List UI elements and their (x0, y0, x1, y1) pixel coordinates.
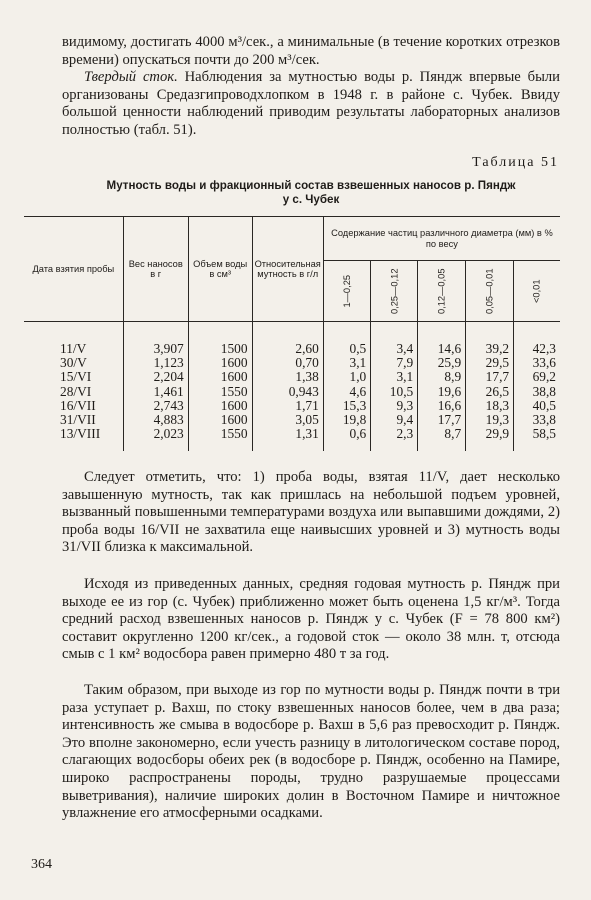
table-cell: 9,4 (371, 413, 418, 427)
table-row (24, 342, 560, 356)
header-fraction-group: Содержание частиц различного диаметра (мм) в % по весу (323, 217, 560, 261)
table-cell (323, 322, 370, 343)
table-cell: 2,743 (123, 399, 188, 413)
table-row (24, 399, 560, 413)
table-cell: 39,2 (466, 342, 514, 356)
table-cell: 18,3 (466, 399, 514, 413)
header-turbidity: Относительная мутность в г/л (252, 217, 323, 322)
table-cell: 42,3 (514, 342, 560, 356)
table-cell: 16/VII (24, 399, 123, 413)
header-fraction-4: 0,05—0,01 (466, 261, 514, 322)
header-date: Дата взятия пробы (24, 217, 123, 322)
table-cell: 33,8 (514, 413, 560, 427)
table-cell: 0,6 (323, 427, 370, 451)
table-cell: 3,1 (371, 370, 418, 384)
table-number: Таблица 51 (472, 155, 559, 170)
table-cell: 9,3 (371, 399, 418, 413)
table-cell: 8,9 (418, 370, 466, 384)
table-cell: 17,7 (418, 413, 466, 427)
table-cell: 1,123 (123, 356, 188, 370)
table-cell: 13/VIII (24, 427, 123, 451)
table-cell: 1550 (188, 427, 252, 451)
table-cell: 16,6 (418, 399, 466, 413)
table-cell: 2,023 (123, 427, 188, 451)
turbidity-table (24, 216, 560, 451)
body-paragraph-2: Исходя из приведенных данных, средняя годовая мутность р. Пяндж при выходе ее из гор (с. Чубек) приближенно может быть оценена 1,5 кг/м³. Тогда средний расход взвешенных наносов р. Пяндж у с. Чубек (F = 78 800 км²) составит округленно 1200 кг/сек., а годовой сток — около 38 млн. т, отсюда смыв с 1 км² водосбора равен примерно 480 т за год. (62, 576, 560, 663)
table-cell: 4,883 (123, 413, 188, 427)
table-cell: 11/V (24, 342, 123, 356)
table-row (24, 413, 560, 427)
table-cell: 7,9 (371, 356, 418, 370)
body-paragraph-1: Следует отметить, что: 1) проба воды, взятая 11/V, дает несколько завышенную мутность, так как пришлась на небольшой подъем уровней, вызванный повышенными температурами воздуха или выпавшими дождями, 2) проба воды 16/VII не захватила еще наивысших уровней и 3) мутность воды 31/VII близка к максимальной. (62, 469, 560, 556)
table-cell: 17,7 (466, 370, 514, 384)
table-cell: 25,9 (418, 356, 466, 370)
table-row (24, 370, 560, 384)
table-cell: 1,38 (252, 370, 323, 384)
table-title-line-1: Мутность воды и фракционный состав взвешенных наносов р. Пяндж (106, 179, 516, 192)
table-cell: 2,3 (371, 427, 418, 451)
table-cell: 3,4 (371, 342, 418, 356)
table-cell (418, 322, 466, 343)
table-cell: 3,907 (123, 342, 188, 356)
table-cell: 8,7 (418, 427, 466, 451)
table-cell (123, 322, 188, 343)
table-cell (466, 322, 514, 343)
table-cell: 15,3 (323, 399, 370, 413)
table-cell: 26,5 (466, 385, 514, 399)
table-row (24, 427, 560, 451)
table-cell: 1600 (188, 370, 252, 384)
table-cell: 2,60 (252, 342, 323, 356)
table-cell: 3,05 (252, 413, 323, 427)
table-cell: 19,6 (418, 385, 466, 399)
header-fraction-5: <0,01 (514, 261, 560, 322)
table-title-line-2: у с. Чубек (282, 193, 340, 206)
table-cell: 29,5 (466, 356, 514, 370)
table-row (24, 385, 560, 399)
table-row (24, 356, 560, 370)
header-fraction-2: 0,25—0,12 (371, 261, 418, 322)
table-cell: 28/VI (24, 385, 123, 399)
table-cell: 4,6 (323, 385, 370, 399)
table-cell: 1,0 (323, 370, 370, 384)
header-weight: Вес наносов в г (123, 217, 188, 322)
table-cell: 1550 (188, 385, 252, 399)
header-fraction-1: 1—0,25 (323, 261, 370, 322)
table-cell: 3,1 (323, 356, 370, 370)
intro-paragraph-end: видимому, достигать 4000 м³/сек., а минимальные (в течение коротких отрезков времени) опускаться почти до 200 м³/сек. (62, 34, 560, 68)
table-cell: 15/VI (24, 370, 123, 384)
table-cell: 0,70 (252, 356, 323, 370)
table-cell: 2,204 (123, 370, 188, 384)
table-cell: 1500 (188, 342, 252, 356)
table-cell: 1600 (188, 356, 252, 370)
table-cell: 1600 (188, 413, 252, 427)
table-cell (514, 322, 560, 343)
section-heading-solid-runoff: Твердый сток. (84, 69, 178, 85)
page-number: 364 (31, 857, 52, 872)
table-cell: 30/V (24, 356, 123, 370)
table-cell: 19,8 (323, 413, 370, 427)
table-cell (24, 322, 123, 343)
table-cell: 1600 (188, 399, 252, 413)
header-fraction-3: 0,12—0,05 (418, 261, 466, 322)
table-cell (252, 322, 323, 343)
table-cell: 19,3 (466, 413, 514, 427)
table-cell: 69,2 (514, 370, 560, 384)
table-cell: 38,8 (514, 385, 560, 399)
table-cell: 31/VII (24, 413, 123, 427)
table-cell: 0,5 (323, 342, 370, 356)
table-cell: 14,6 (418, 342, 466, 356)
table-cell (371, 322, 418, 343)
table-cell: 40,5 (514, 399, 560, 413)
table-cell: 29,9 (466, 427, 514, 451)
table-cell: 1,31 (252, 427, 323, 451)
table-title (62, 179, 560, 207)
solid-runoff-paragraph (62, 69, 560, 139)
table-cell: 10,5 (371, 385, 418, 399)
solid-runoff-text: Наблюдения за мутностью воды р. Пяндж впервые были организованы Средазгипроводхлопком в 1948 г. в районе с. Чубек. Ввиду большой ценности наблюдений приводим результаты лабораторных анализов полностью (табл. 51). (62, 69, 560, 138)
table-cell: 33,6 (514, 356, 560, 370)
table-cell: 1,71 (252, 399, 323, 413)
table-cell: 58,5 (514, 427, 560, 451)
table-cell: 1,461 (123, 385, 188, 399)
table-cell (188, 322, 252, 343)
body-paragraph-3: Таким образом, при выходе из гор по мутности воды р. Пяндж почти в три раза уступает р. Вахш, по стоку взвешенных наносов более, чем в два раза; интенсивность же смыва в водосборе р. Вахш в 5,6 раз превосходит р. Пяндж. Это вполне закономерно, если учесть разницу в литологическом составе пород, слагающих водосборы обеих рек (в водосборе р. Пяндж, особенно на Памире, широко распространены породы, трудно разрушаемые процессами выветривания), наличие широких долин в Восточном Памире и ничтожное увлажнение его атмосферными осадками. (62, 682, 560, 822)
table-cell: 0,943 (252, 385, 323, 399)
header-volume: Объем воды в см³ (188, 217, 252, 322)
